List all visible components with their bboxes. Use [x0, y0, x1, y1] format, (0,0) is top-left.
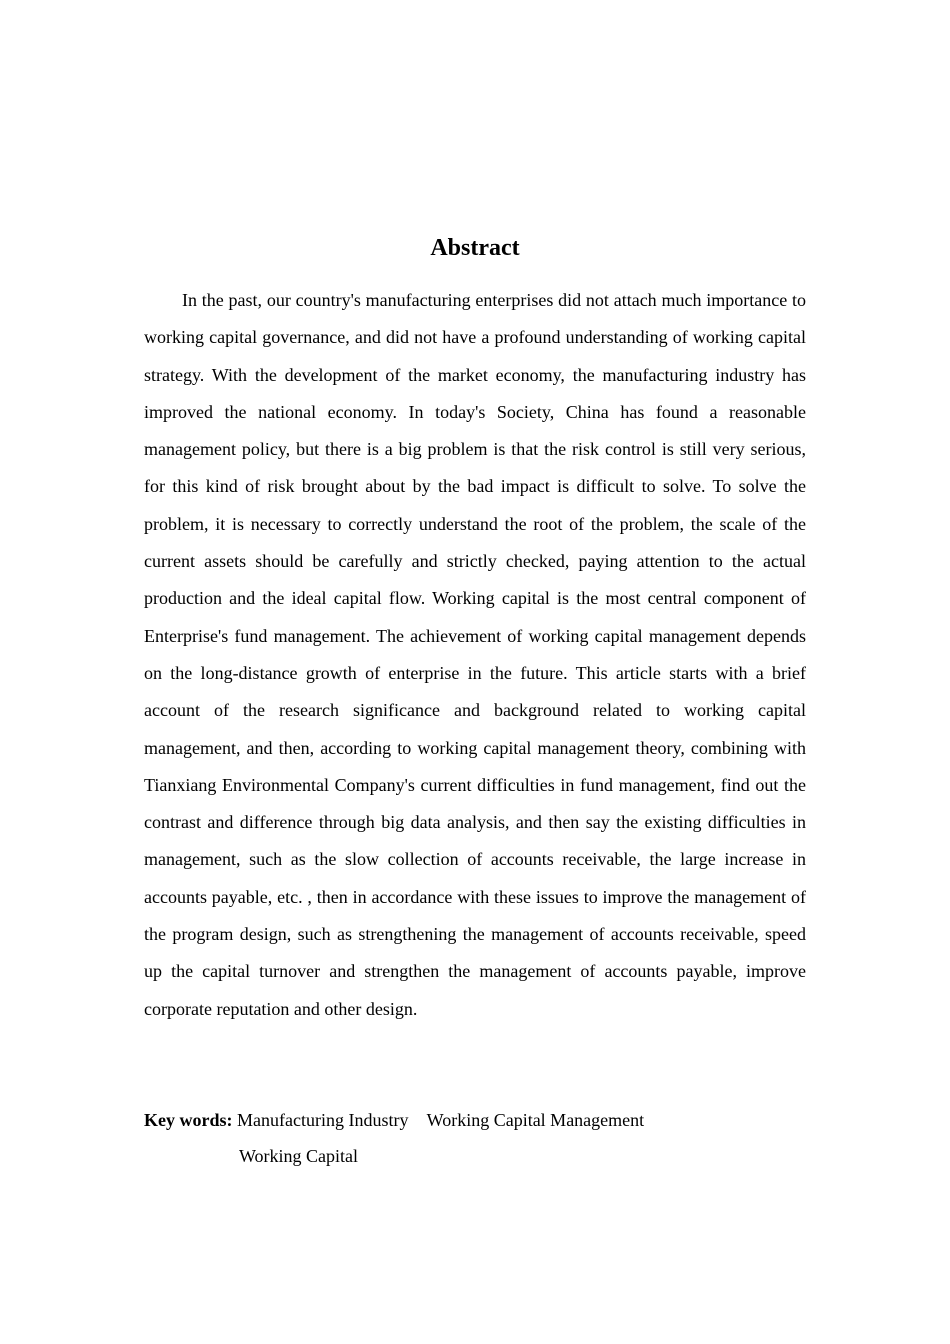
keywords-section	[144, 1102, 806, 1174]
keywords-label: Key words:	[144, 1110, 233, 1130]
abstract-paragraph: In the past, our country's manufacturing enterprises did not attach much importance to working capital governance, and did not have a profound understanding of working capital strategy. With the development of the market economy, the manufacturing industry has improved the national economy. In today's Society, China has found a reasonable management policy, but there is a big problem is that the risk control is still very serious, for this kind of risk brought about by the bad impact is difficult to solve. To solve the problem, it is necessary to correctly understand the root of the problem, the scale of the current assets should be carefully and strictly checked, paying attention to the actual production and the ideal capital flow. Working capital is the most central component of Enterprise's fund management. The achievement of working capital management depends on the long-distance growth of enterprise in the future. This article starts with a brief account of the research significance and background related to working capital management, and then, according to working capital management theory, combining with Tianxiang Environmental Company's current difficulties in fund management, find out the contrast and difference through big data analysis, and then say the existing difficulties in management, such as the slow collection of accounts receivable, the large increase in accounts payable, etc. , then in accordance with these issues to improve the management of the program design, such as strengthening the management of accounts receivable, speed up the capital turnover and strengthen the management of accounts payable, improve corporate reputation and other design.	[144, 290, 806, 1019]
keyword-item: Working Capital	[239, 1146, 359, 1166]
keyword-item: Manufacturing Industry	[237, 1110, 409, 1130]
abstract-title: Abstract	[430, 235, 520, 261]
keyword-item: Working Capital Management	[426, 1110, 645, 1130]
